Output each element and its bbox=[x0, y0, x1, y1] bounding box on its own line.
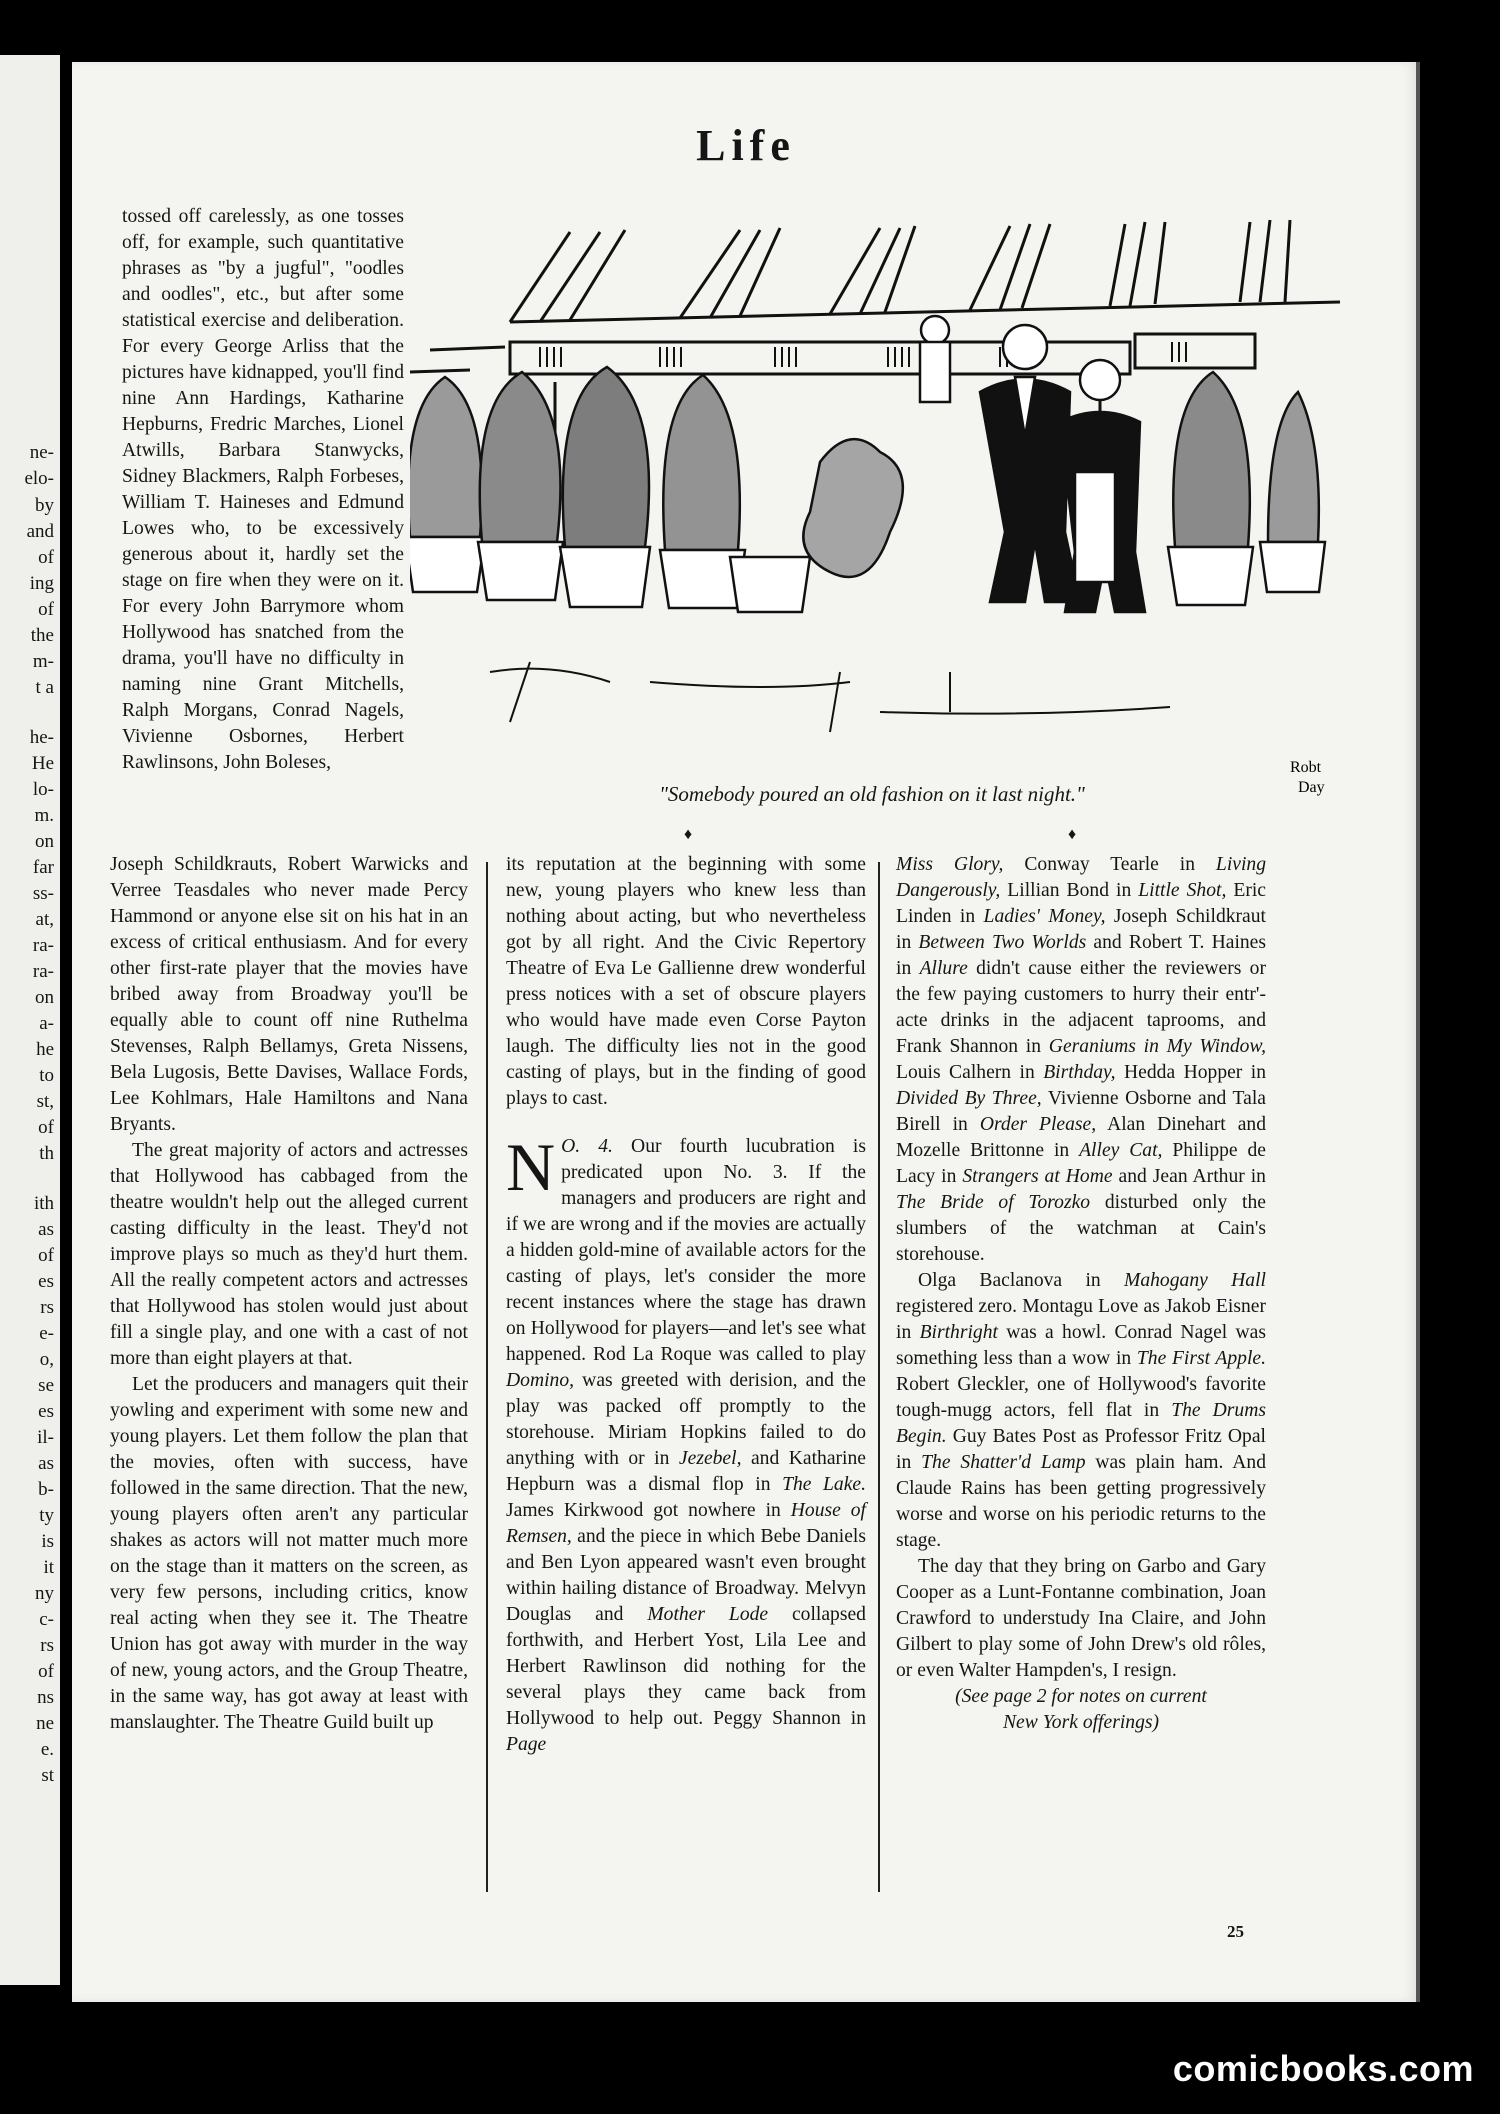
fragment-text: He bbox=[31, 753, 54, 774]
fragment-text: he- bbox=[29, 727, 54, 748]
fragment-text: on bbox=[35, 831, 54, 852]
fragment-text: m. bbox=[34, 805, 54, 826]
fragment-text: by bbox=[35, 495, 54, 516]
fragment-text: m- bbox=[32, 651, 54, 672]
fragment-text: of bbox=[38, 599, 54, 620]
fragment-text: o, bbox=[39, 1349, 54, 1370]
fragment-text: rs bbox=[40, 1635, 54, 1656]
paragraph: Olga Baclanova in Mahogany Hall registered zero. Montagu Love as Jakob Eisner in Birthright was a howl. Conrad Nagel was something less than a wow in The First Apple. Robert Gleckler, one of Hollywood's favorite tough-mugg actors, fell flat in The Drums Begin. Guy Bates Post as Professor Fritz Opal in The Shatter'd Lamp was plain ham. And Claude Rains has been getting progressively worse and worse on his periodic returns to the stage. bbox=[896, 1270, 1266, 1551]
fragment-text: lo- bbox=[32, 779, 54, 800]
column-rule bbox=[878, 862, 880, 1892]
fragment-text: a- bbox=[39, 1013, 54, 1034]
fragment-text: ss- bbox=[32, 883, 54, 904]
potted-plant bbox=[410, 377, 485, 592]
column-1 bbox=[110, 852, 468, 1736]
fragment-text: at, bbox=[35, 909, 54, 930]
page-reference-note: (See page 2 for notes on current New York offerings) bbox=[955, 1686, 1207, 1733]
fragment-text: as bbox=[38, 1219, 54, 1240]
fragment-text: of bbox=[38, 1117, 54, 1138]
cartoonist-signature: Robt bbox=[1290, 759, 1322, 776]
fragment-text: and bbox=[26, 521, 54, 542]
fragment-text: is bbox=[41, 1531, 54, 1552]
paragraph: N O. 4. Our fourth lucubration is predicated upon No. 3. If the managers and producers are right and if we are wrong and if the movies are actually a hidden gold-mine of available actors for the casting of plays, let's consider the more recent instances where the stage has drawn on Hollywood for players—and let's see what happened. Rod La Roque was called to play Domino, was greeted with derision, and the play was packed off promptly to the storehouse. Miriam Hopkins failed to do anything with or in Jezebel, and Katharine Hepburn was a dismal flop in The Lake. James Kirkwood got nowhere in House of Remsen, and the piece in which Bebe Daniels and Ben Lyon appeared wasn't even brought within hailing distance of Broadway. Melvyn Douglas and Mother Lode collapsed forthwith, and Herbert Yost, Lila Lee and Herbert Rawlinson did nothing for the several plays they came back from Hollywood to help out. Peggy Shannon in Page bbox=[506, 1129, 867, 1755]
previous-page-sliver bbox=[0, 55, 60, 1985]
ornament-diamond: ♦ bbox=[684, 826, 693, 843]
paragraph: Miss Glory, Conway Tearle in Living Dangerously, Lillian Bond in Little Shot, Eric Linden in Ladies' Money, Joseph Schildkraut in Between Two Worlds and Robert T. Haines in Allure didn't cause either the reviewers or the few paying customers to hurry their entr'-acte drinks in the adjacent taprooms, and Frank Shannon in Geraniums in My Window, Louis Calhern in Birthday, Hedda Hopper in Divided By Three, Vivienne Osborne and Tala Birell in Order Please, Alan Dinehart and Mozelle Brittonne in Alley Cat, Philippe de Lacy in Strangers at Home and Jean Arthur in The Bride of Torozko disturbed only the slumbers of the watchman at Cain's storehouse. bbox=[896, 854, 1267, 1265]
drop-cap: N bbox=[506, 1129, 556, 1205]
fragment-text: th bbox=[39, 1143, 54, 1164]
fragment-text: ra- bbox=[32, 961, 54, 982]
cartoonist-signature: Day bbox=[1298, 779, 1325, 796]
column-rule bbox=[486, 862, 488, 1892]
fragment-text: of bbox=[38, 547, 54, 568]
column-3 bbox=[896, 852, 1266, 1736]
fragment-text: rs bbox=[40, 1297, 54, 1318]
paragraph: its reputation at the beginning with some new, young players who knew less than nothing about acting, but who nevertheless got by all right. And the Civic Repertory Theatre of Eva Le Gallienne drew wonderful press notices with a set of obscure players who would have made even Corse Payton laugh. The difficulty lies not in the good casting of plays, but in the finding of good plays to cast. bbox=[506, 854, 866, 1109]
column-2 bbox=[506, 852, 866, 1758]
site-watermark: comicbooks.com bbox=[1172, 2048, 1474, 2089]
fragment-text: c- bbox=[39, 1609, 54, 1630]
fragment-text: es bbox=[38, 1271, 54, 1292]
paragraph: The great majority of actors and actresses that Hollywood has cabbaged from the theatre wouldn't help out the alleged current casting difficulty in the least. They'd not improve plays so much as they'd hurt them. All the really competent actors and actresses that Hollywood has stolen would just about fill a single play, and one with a cast of not more than eight players at that. bbox=[110, 1140, 468, 1369]
restaurant-cartoon-drawing bbox=[410, 202, 1360, 852]
paragraph: The day that they bring on Garbo and Gary Cooper as a Lunt-Fontanne combination, Joan Crawford to understudy Ina Claire, and John Gilbert to play some of John Drew's old rôles, or even Walter Hampden's, I resign. bbox=[896, 1556, 1266, 1681]
fragment-text: it bbox=[43, 1557, 54, 1578]
fragment-text: far bbox=[32, 857, 54, 878]
fragment-text: b- bbox=[38, 1479, 54, 1500]
fragment-text: e- bbox=[39, 1323, 54, 1344]
fragment-text: e. bbox=[40, 1739, 54, 1760]
fragment-text: the bbox=[30, 625, 54, 646]
cartoon-caption: "Somebody poured an old fashion on it last night." bbox=[659, 782, 1085, 806]
fragment-text: ns bbox=[37, 1687, 54, 1708]
fragment-text: elo- bbox=[24, 468, 54, 489]
page-number: 25 bbox=[1227, 1922, 1244, 1941]
fragment-text: st bbox=[41, 1765, 54, 1786]
fragment-text: ra- bbox=[32, 935, 54, 956]
fragment-text: he bbox=[36, 1039, 54, 1060]
fragment-text: of bbox=[38, 1661, 54, 1682]
fragment-text: il- bbox=[37, 1427, 54, 1448]
fragment-text: t a bbox=[35, 677, 54, 698]
magazine-page bbox=[72, 62, 1420, 2002]
fragment-text: of bbox=[38, 1245, 54, 1266]
ornament-diamond: ♦ bbox=[1068, 826, 1077, 843]
cartoon-illustration bbox=[410, 202, 1360, 852]
fragment-text: se bbox=[38, 1375, 54, 1396]
page-edge bbox=[1416, 62, 1420, 2002]
fragment-text: ne- bbox=[29, 442, 54, 463]
column-1-top bbox=[122, 204, 404, 776]
fragment-text: ty bbox=[39, 1505, 54, 1526]
paragraph: tossed off carelessly, as one tosses off, for example, such quantitative phrases as "by a jugful", "oodles and oodles", etc., but after some statistical exercise and deliberation. For every George Arliss that the pictures have kidnapped, you'll find nine Ann Hardings, Katharine Hepburns, Fredric Marches, Lionel Atwills, Barbara Stanwycks, Sidney Blackmers, Ralph Forbeses, William T. Haineses and Edmund Lowes who, to be excessively generous about it, hardly set the stage on fire when they were on it. For every John Barrymore whom Hollywood has snatched from the drama, you'll have no difficulty in naming nine Grant Mitchells, Ralph Morgans, Conrad Nagels, Vivienne Osbornes, Herbert Rawlinsons, John Boleses, bbox=[122, 206, 404, 773]
paragraph: Let the producers and managers quit their yowling and experiment with some new and young players. Let them follow the plan that the movies, often with success, have followed in the same direction. That the new, young players often aren't any particular shakes as actors will not matter much more on the stage than it matters on the screen, as very few persons, including critics, know real acting when they see it. The Theatre Union has got away with murder in the way of new, young actors, and the Group Theatre, in the same way, has got away at least with manslaughter. The Theatre Guild built up bbox=[110, 1374, 468, 1733]
fragment-text: es bbox=[38, 1401, 54, 1422]
fragment-text: ing bbox=[29, 573, 54, 594]
masthead-title: Life bbox=[696, 121, 796, 170]
fragment-text: ne bbox=[36, 1713, 54, 1734]
fragment-text: ith bbox=[33, 1193, 54, 1214]
paragraph: Joseph Schildkrauts, Robert Warwicks and Verree Teasdales who never made Percy Hammond or anyone else sit on his hat in an excess of critical enthusiasm. And for every other first-rate player that the movies have bribed away from Broadway you'll be equally able to count off nine Ruthelma Stevenses, Ralph Bellamys, Greta Nissens, Bela Lugosis, Bette Davises, Wallace Fords, Lee Kohlmars, Hale Hamiltons and Nana Bryants. bbox=[110, 854, 468, 1135]
fragment-text: st, bbox=[36, 1091, 54, 1112]
fragment-text: on bbox=[35, 987, 54, 1008]
fragment-text: as bbox=[38, 1453, 54, 1474]
fragment-text: to bbox=[39, 1065, 54, 1086]
fragment-text: ny bbox=[35, 1583, 54, 1604]
